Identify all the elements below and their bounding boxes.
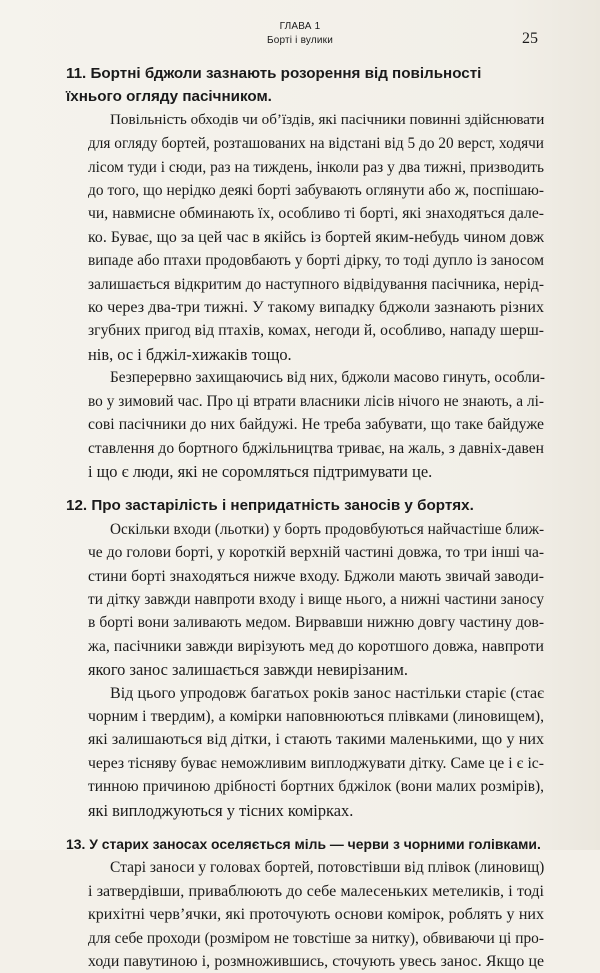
paragraph <box>66 366 544 483</box>
text-line: залишається відкритим до наступного відвідування пасічника, нерід- <box>88 275 544 293</box>
text-line: Повільність обходів чи об’їздів, які пасічники повинні здійснювати <box>110 111 545 128</box>
text-line: чорним і твердим), а комірки наповнюються плівками (линовищем), <box>88 707 544 725</box>
running-head <box>0 20 600 48</box>
text-line: випаде або птахи продовбають у борті дірку, то тоді дупло із заносом <box>88 252 544 270</box>
text-line: лісом туди і сюди, раз на тиждень, інколи раз у два тижні, призводить <box>88 158 544 176</box>
text-line: ти дітку завжди навпроти входу і вище нього, а нижні частини заносу <box>88 590 544 608</box>
text-line: і що є люди, які не соромляться підтримувати це. <box>88 461 433 481</box>
text-line: Від цього упродовж багатьох років занос настільки старіє (стає <box>110 684 544 702</box>
text-line: згубних пригод від птахів, комах, негоди й, особливо, нападу шерш- <box>88 322 544 340</box>
text-line: ходи павутиною і, розмножившись, сточують увесь занос. Якщо це <box>88 953 544 971</box>
heading-line: їхнього огляду пасічником. <box>66 88 272 106</box>
text-line: крихітні черв’ячки, які проточують основи комірок, роблять у них <box>88 906 544 924</box>
text-line: че до голови борті, у короткій верхній частині довжа, то три інші ча- <box>88 544 544 562</box>
text-line: Безперервно захищаючись від них, бджоли масово гинуть, особли- <box>110 369 545 387</box>
section-heading-12 <box>66 494 544 517</box>
paragraph <box>66 856 544 973</box>
section-heading-11 <box>66 62 544 109</box>
chapter-title: Борті і вулики <box>266 35 334 46</box>
text-line: стини борті знаходяться нижче входу. Бджоли мають звичай заводи- <box>88 567 544 585</box>
text-line: Старі заноси у головах бортей, потовстівши від плівок (линовищ) <box>110 859 545 877</box>
text-line: через тісняву буває неможливим виплоджувати дітку. Саме це і є іс- <box>88 754 544 772</box>
text-line: ставлення до бортного бджільництва триває, на жаль, з давніх-давен <box>88 439 544 457</box>
text-line: які залишаються від дітки, і стають такими маленькими, що у них <box>88 731 544 749</box>
text-line: ко через два-три тижні. У такому випадку бджоли зазнають різних <box>88 299 544 317</box>
text-line: і затвердівши, приваблюють до себе малесеньких метеликів, і тоді <box>88 882 544 900</box>
text-line: жа, пасічники завжди вирізують мед до коротшого довжа, навпроти <box>88 637 544 655</box>
text-line: для огляду бортей, розташованих на відстані від 5 до 20 верст, ходячи <box>88 135 544 153</box>
text-line: ко. Буває, що за цей час в якійсь із бортей яким-небудь чином довж <box>88 228 544 246</box>
paragraph <box>66 518 544 682</box>
text-line: які виплоджуються у тісних комірках. <box>88 800 354 820</box>
heading-line: 12. Про застарілість і непридатність заносів у бортях. <box>66 497 474 515</box>
text-line: якого занос залишається завжди невирізаним. <box>88 660 408 680</box>
chapter-label: ГЛАВА 1 <box>279 21 321 32</box>
text-line: до того, що нерідко деякі борті забувають оглянути або ж, поспішаю- <box>88 182 544 200</box>
text-line: Оскільки входи (льотки) у борть продовбуються найчастіше ближ- <box>110 520 545 538</box>
text-line: чи, навмисне обминають їх, особливо ті борті, які знаходяться дале- <box>88 205 544 223</box>
section-heading-13 <box>66 833 544 856</box>
heading-line: 13. У старих заносах оселяється міль — черви з чорними голівками. <box>66 836 541 852</box>
paragraph <box>66 682 544 822</box>
text-line: во у зимовий час. Про ці втрати власники лісів нічого не знають, а лі- <box>88 392 544 410</box>
text-line: сові пасічники до них байдужі. Не треба забувати, що таке байдуже <box>88 416 544 434</box>
paragraph <box>66 109 544 366</box>
heading-line: 11. Бортні бджоли зазнають розорення від повільності <box>66 65 482 82</box>
text-line: тинною причиною дрібності бортних бджілок (вони малих розмірів), <box>88 778 544 796</box>
page-body <box>66 62 544 973</box>
text-line: в борті вони заливають медом. Вирвавши нижню довгу частину дов- <box>88 614 544 632</box>
page-number: 25 <box>522 30 538 47</box>
text-line: нів, ос і бджіл-хижаків тощо. <box>88 344 292 364</box>
text-line: для себе проходи (розміром не товстіше за нитку), обвиваючи ці про- <box>88 929 544 947</box>
